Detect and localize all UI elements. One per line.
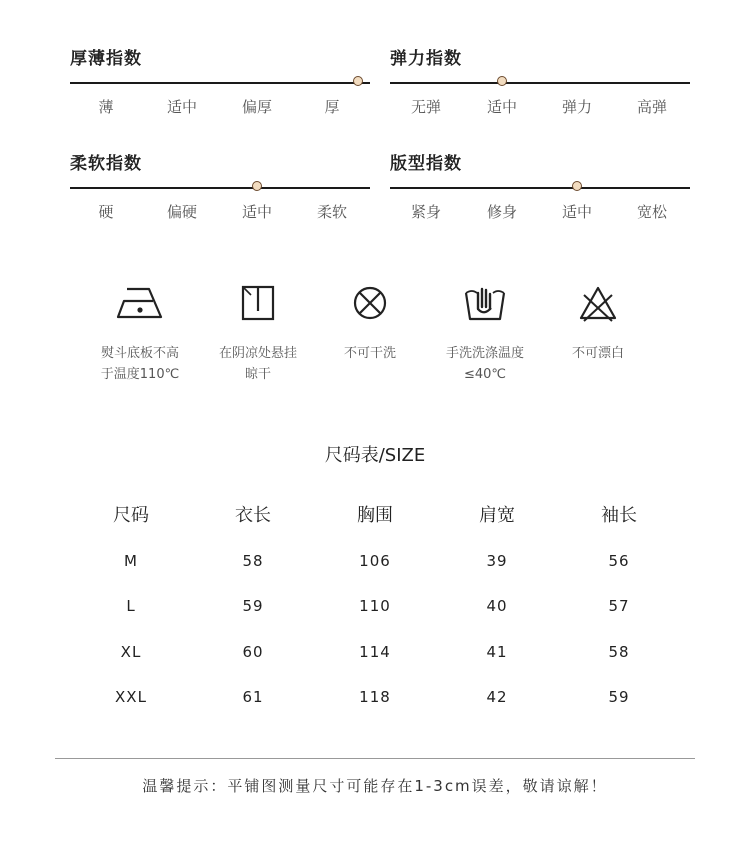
- footer-tip: 温馨提示：平铺图测量尺寸可能存在1-3cm误差，敬请谅解！: [142, 777, 608, 795]
- thickness-index-marker: [353, 76, 363, 86]
- fit-index-title: 版型指数: [390, 154, 462, 174]
- fit-label-3: 适中: [561, 203, 592, 221]
- softness-index-marker: [252, 181, 262, 191]
- header-shoulder: 肩宽: [479, 505, 515, 526]
- cell-length: 59: [242, 597, 264, 616]
- care-hang-dry-line-1: 在阴凉处悬挂: [218, 346, 297, 361]
- table-row: [70, 675, 680, 721]
- softness-label-1: 硬: [98, 203, 114, 221]
- fit-index-marker: [572, 181, 582, 191]
- care-hand-wash: [430, 283, 540, 385]
- cell-sleeve: 58: [608, 642, 630, 661]
- cell-shoulder: 40: [486, 597, 508, 616]
- care-no-dry-clean-line-1: 不可干洗: [343, 346, 396, 361]
- care-hang-dry: [203, 283, 313, 385]
- cell-chest: 118: [359, 688, 391, 707]
- cell-sleeve: 56: [608, 551, 630, 570]
- elasticity-index-marker: [497, 76, 507, 86]
- footer-divider: [55, 758, 695, 759]
- elasticity-label-3: 弹力: [561, 98, 592, 116]
- care-no-bleach: [543, 283, 653, 364]
- header-length: 衣长: [235, 505, 271, 526]
- care-iron: [85, 283, 195, 385]
- cell-size: XXL: [115, 688, 147, 707]
- elasticity-label-1: 无弹: [410, 98, 441, 116]
- table-row: [70, 629, 680, 675]
- header-size: 尺码: [113, 505, 149, 526]
- iron-icon: [115, 283, 165, 323]
- cell-shoulder: 42: [486, 688, 508, 707]
- no-dry-clean-icon: [345, 283, 395, 323]
- cell-chest: 106: [359, 551, 391, 570]
- elasticity-label-4: 高弹: [636, 98, 667, 116]
- cell-size: XL: [120, 642, 142, 661]
- size-table: [70, 490, 680, 720]
- softness-index-scale: [70, 187, 370, 189]
- table-row: [70, 538, 680, 584]
- cell-chest: 114: [359, 642, 391, 661]
- care-hand-wash-line-1: 手洗洗涤温度: [445, 346, 524, 361]
- thickness-label-3: 偏厚: [241, 98, 272, 116]
- fit-label-2: 修身: [486, 203, 517, 221]
- cell-length: 58: [242, 551, 264, 570]
- hand-wash-icon: [460, 283, 510, 323]
- elasticity-label-2: 适中: [486, 98, 517, 116]
- thickness-index-scale: [70, 82, 370, 84]
- table-row: [70, 584, 680, 630]
- fit-label-1: 紧身: [410, 203, 441, 221]
- care-hang-dry-line-2: 晾干: [244, 367, 271, 382]
- thickness-label-2: 适中: [166, 98, 197, 116]
- cell-chest: 110: [359, 597, 391, 616]
- cell-size: M: [124, 551, 138, 570]
- header-chest: 胸围: [357, 505, 393, 526]
- elasticity-index-title: 弹力指数: [390, 49, 462, 69]
- hang-dry-shade-icon: [233, 283, 283, 323]
- cell-length: 60: [242, 642, 264, 661]
- care-no-dry-clean: [315, 283, 425, 364]
- softness-label-2: 偏硬: [166, 203, 197, 221]
- softness-label-3: 适中: [241, 203, 272, 221]
- care-iron-line-1: 熨斗底板不高: [100, 346, 179, 361]
- thickness-label-1: 薄: [98, 98, 114, 116]
- size-table-header-row: [70, 490, 680, 538]
- softness-index-title: 柔软指数: [70, 154, 142, 174]
- cell-sleeve: 57: [608, 597, 630, 616]
- fit-label-4: 宽松: [636, 203, 667, 221]
- care-no-bleach-line-1: 不可漂白: [571, 346, 624, 361]
- thickness-label-4: 厚: [324, 98, 340, 116]
- elasticity-index-scale: [390, 82, 690, 84]
- cell-shoulder: 41: [486, 642, 508, 661]
- thickness-index-title: 厚薄指数: [70, 49, 142, 69]
- size-table-title: 尺码表/SIZE: [324, 445, 426, 466]
- cell-length: 61: [242, 688, 264, 707]
- softness-label-4: 柔软: [316, 203, 347, 221]
- care-iron-line-2: 于温度110℃: [100, 367, 180, 382]
- cell-sleeve: 59: [608, 688, 630, 707]
- cell-size: L: [126, 597, 136, 616]
- cell-shoulder: 39: [486, 551, 508, 570]
- fit-index-scale: [390, 187, 690, 189]
- no-bleach-icon: [573, 283, 623, 323]
- header-sleeve: 袖长: [601, 505, 637, 526]
- care-hand-wash-line-2: ≤40℃: [463, 367, 507, 382]
